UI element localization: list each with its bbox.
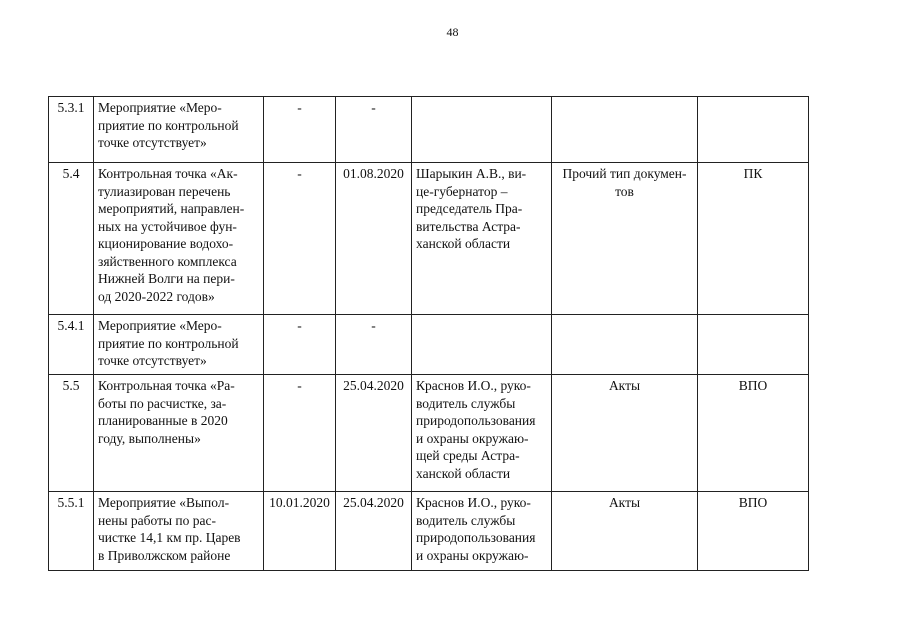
responsible-line: природопользования xyxy=(416,530,536,545)
document-type xyxy=(552,163,698,315)
event-name-line: Мероприятие «Меро- xyxy=(98,318,222,333)
end-date: - xyxy=(336,97,412,163)
event-name-line: ных на устойчивое фун- xyxy=(98,218,237,234)
row-number: 5.4 xyxy=(49,163,94,315)
event-name-line: зяйственного комплекса xyxy=(98,253,237,269)
start-date: - xyxy=(264,315,336,375)
row-number: 5.5 xyxy=(49,375,94,492)
event-name-line: приятие по контрольной xyxy=(98,335,239,351)
page-number: 48 xyxy=(446,25,459,39)
responsible-line: Шарыкин А.В., ви- xyxy=(416,166,527,181)
responsible-line: вительства Астра- xyxy=(416,218,521,234)
event-name-line: в Приволжском районе xyxy=(98,547,231,563)
start-date: - xyxy=(264,375,336,492)
responsible-line: и охраны окружаю- xyxy=(416,547,529,563)
responsible-line: Краснов И.О., руко- xyxy=(416,378,531,393)
event-name-line: тулиазирован перечень xyxy=(98,183,231,199)
row-number: 5.4.1 xyxy=(49,315,94,375)
event-name-line: планированные в 2020 xyxy=(98,413,228,428)
table-row xyxy=(49,97,809,163)
event-name-line: кционирование водохо- xyxy=(98,236,234,251)
responsible-line: це-губернатор – xyxy=(416,183,508,199)
plan-table xyxy=(48,96,809,571)
control-level xyxy=(698,97,809,163)
document-type xyxy=(552,97,698,163)
responsible-line: ханской области xyxy=(416,465,511,481)
event-name xyxy=(94,163,264,315)
event-name-line: точке отсутствует» xyxy=(98,135,207,150)
end-date: 25.04.2020 xyxy=(336,375,412,492)
event-name-line: Нижней Волги на пери- xyxy=(98,271,235,286)
document-type-line: Прочий тип докумен- xyxy=(562,166,687,181)
table-row xyxy=(49,163,809,315)
end-date: 01.08.2020 xyxy=(336,163,412,315)
row-number: 5.3.1 xyxy=(49,97,94,163)
responsible-line: водитель службы xyxy=(416,512,516,528)
row-number: 5.5.1 xyxy=(49,492,94,571)
document-type-line: тов xyxy=(615,183,634,199)
event-name-line: боты по расчистке, за- xyxy=(98,395,227,411)
responsible xyxy=(412,315,552,375)
event-name-line: мероприятий, направлен- xyxy=(98,201,245,216)
document-type xyxy=(552,375,698,492)
start-date: - xyxy=(264,97,336,163)
responsible-line: Краснов И.О., руко- xyxy=(416,495,531,510)
event-name xyxy=(94,492,264,571)
control-level: ПК xyxy=(698,163,809,315)
event-name-line: чистке 14,1 км пр. Царев xyxy=(98,530,241,545)
event-name-line: точке отсутствует» xyxy=(98,353,207,368)
responsible xyxy=(412,375,552,492)
control-level xyxy=(698,315,809,375)
control-level: ВПО xyxy=(698,375,809,492)
event-name-line: приятие по контрольной xyxy=(98,117,239,133)
document-type-line: Акты xyxy=(608,495,641,510)
event-name-line: Мероприятие «Выпол- xyxy=(98,495,230,510)
start-date: 10.01.2020 xyxy=(264,492,336,571)
event-name xyxy=(94,315,264,375)
responsible xyxy=(412,163,552,315)
end-date: - xyxy=(336,315,412,375)
responsible xyxy=(412,97,552,163)
event-name-line: Контрольная точка «Ра- xyxy=(98,378,235,393)
event-name-line: нены работы по рас- xyxy=(98,512,216,528)
event-name xyxy=(94,375,264,492)
table-row xyxy=(49,492,809,571)
table-row xyxy=(49,315,809,375)
responsible-line: природопользования xyxy=(416,413,536,428)
event-name-line: году, выполнены» xyxy=(98,430,201,446)
responsible-line: водитель службы xyxy=(416,395,516,411)
start-date: - xyxy=(264,163,336,315)
event-name-line: Контрольная точка «Ак- xyxy=(98,166,238,181)
event-name xyxy=(94,97,264,163)
document-type xyxy=(552,492,698,571)
event-name-line: од 2020-2022 годов» xyxy=(98,288,215,304)
responsible-line: и охраны окружаю- xyxy=(416,430,529,446)
table-row xyxy=(49,375,809,492)
control-level: ВПО xyxy=(698,492,809,571)
end-date: 25.04.2020 xyxy=(336,492,412,571)
responsible-line: ханской области xyxy=(416,236,511,251)
event-name-line: Мероприятие «Меро- xyxy=(98,100,222,115)
responsible-line: председатель Пра- xyxy=(416,201,523,216)
responsible xyxy=(412,492,552,571)
responsible-line: щей среды Астра- xyxy=(416,448,520,463)
document-type xyxy=(552,315,698,375)
document-type-line: Акты xyxy=(608,378,641,393)
